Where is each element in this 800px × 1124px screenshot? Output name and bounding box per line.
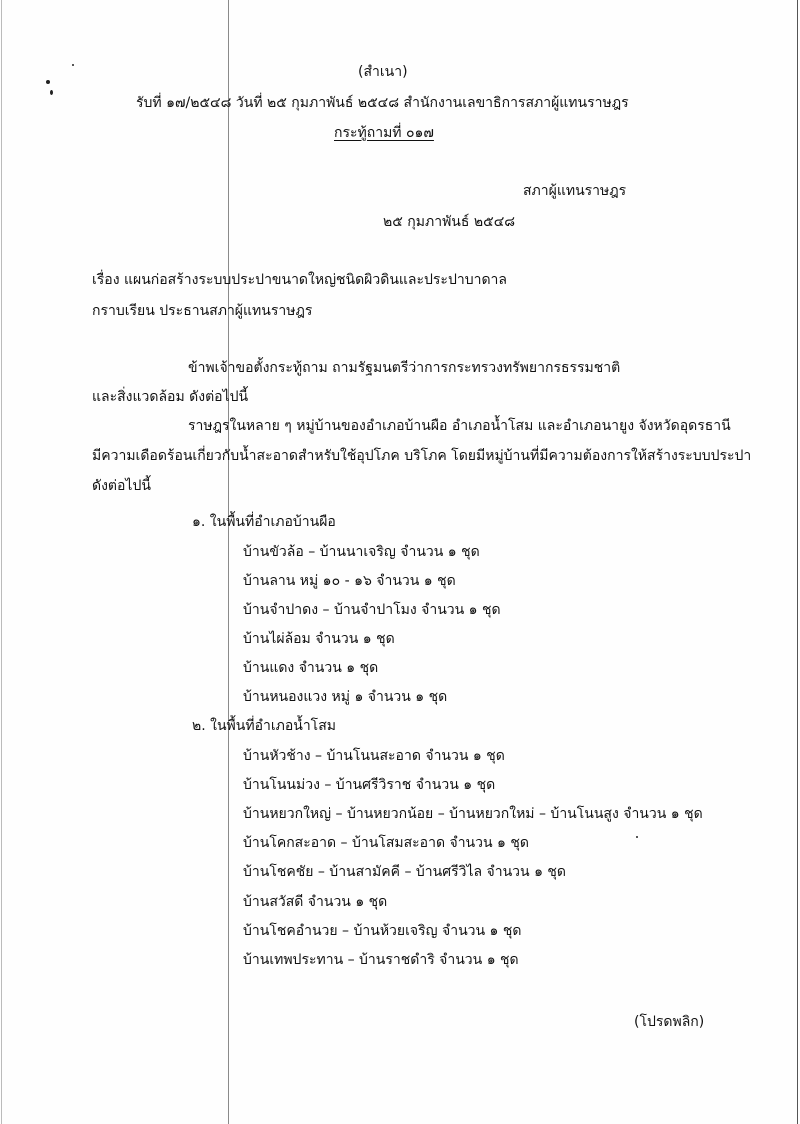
list-item: บ้านลาน หมู่ ๑๐ - ๑๖ จำนวน ๑ ชุด — [243, 573, 456, 589]
turn-over-note: (โปรดพลิก) — [634, 1014, 705, 1030]
list-item: บ้านหัวช้าง – บ้านโนนสะอาด จำนวน ๑ ชุด — [243, 748, 505, 764]
scan-speck — [46, 80, 50, 84]
sender-org: สภาผู้แทนราษฎร — [523, 183, 627, 199]
list-item: บ้านไผ่ล้อม จำนวน ๑ ชุด — [243, 631, 395, 647]
scan-speck — [50, 90, 53, 95]
list-item: บ้านแดง จำนวน ๑ ชุด — [243, 660, 379, 676]
body-paragraph-2-line-1: ราษฎรในหลาย ๆ หมู่บ้านของอำเภอบ้านผือ อำเภอน้ำโสม และอำเภอนายูง จังหวัดอุดรธานี — [188, 418, 731, 434]
scan-edge-left — [1, 0, 2, 1124]
list-item: บ้านโนนม่วง – บ้านศรีวิราช จำนวน ๑ ชุด — [243, 777, 496, 793]
list-item: บ้านโคกสะอาด – บ้านโสมสะอาด จำนวน ๑ ชุด — [243, 835, 529, 851]
body-paragraph-1-line-2: และสิ่งแวดล้อม ดังต่อไปนี้ — [92, 389, 249, 405]
list-item: บ้านหยวกใหญ่ – บ้านหยวกน้อย – บ้านหยวกใหม่ – บ้านโนนสูง จำนวน ๑ ชุด — [243, 806, 703, 822]
list-item: บ้านเทพประทาน – บ้านราชดำริ จำนวน ๑ ชุด — [243, 952, 519, 968]
scan-fold-line — [228, 0, 229, 1124]
list-item: บ้านหนองแวง หมู่ ๑ จำนวน ๑ ชุด — [243, 689, 448, 705]
subject-line: เรื่อง แผนก่อสร้างระบบประปาขนาดใหญ่ชนิดผิวดินและประปาบาดาล — [92, 272, 507, 288]
salutation-line: กราบเรียน ประธานสภาผู้แทนราษฎร — [92, 303, 313, 319]
scan-speck — [636, 836, 638, 838]
list-item: บ้านจำปาดง – บ้านจำปาโมง จำนวน ๑ ชุด — [243, 602, 501, 618]
list-item: บ้านสวัสดี จำนวน ๑ ชุด — [243, 894, 388, 910]
list-item: บ้านโชคอำนวย – บ้านห้วยเจริญ จำนวน ๑ ชุด — [243, 923, 522, 939]
section-heading: ๒. ในพื้นที่อำเภอน้ำโสม — [192, 718, 336, 734]
scan-edge-right — [797, 0, 798, 1124]
list-item: บ้านขัวล้อ – บ้านนาเจริญ จำนวน ๑ ชุด — [243, 544, 480, 560]
list-item: บ้านโชคชัย – บ้านสามัคคี – บ้านศรีวิไล จำนวน ๑ ชุด — [243, 864, 566, 880]
received-line: รับที่ ๑๗/๒๕๔๘ วันที่ ๒๕ กุมภาพันธ์ ๒๕๔๘ สำนักงานเลขาธิการสภาผู้แทนราษฎร — [136, 95, 629, 111]
body-paragraph-2-line-2: มีความเดือดร้อนเกี่ยวกับน้ำสะอาดสำหรับใช้อุปโภค บริโภค โดยมีหมู่บ้านที่มีความต้องการให้สร้างระบบประปา — [92, 448, 752, 464]
copy-mark: (สำเนา) — [358, 64, 408, 80]
body-paragraph-2-line-3: ดังต่อไปนี้ — [92, 478, 151, 494]
question-number: กระทู้ถามที่ ๐๑๗ — [334, 125, 434, 141]
document-date: ๒๕ กุมภาพันธ์ ๒๕๔๘ — [383, 214, 516, 230]
section-heading: ๑. ในพื้นที่อำเภอบ้านผือ — [192, 514, 336, 530]
scan-speck — [72, 64, 74, 66]
body-paragraph-1-line-1: ข้าพเจ้าขอตั้งกระทู้ถาม ถามรัฐมนตรีว่าการกระทรวงทรัพยากรธรรมชาติ — [188, 360, 621, 376]
